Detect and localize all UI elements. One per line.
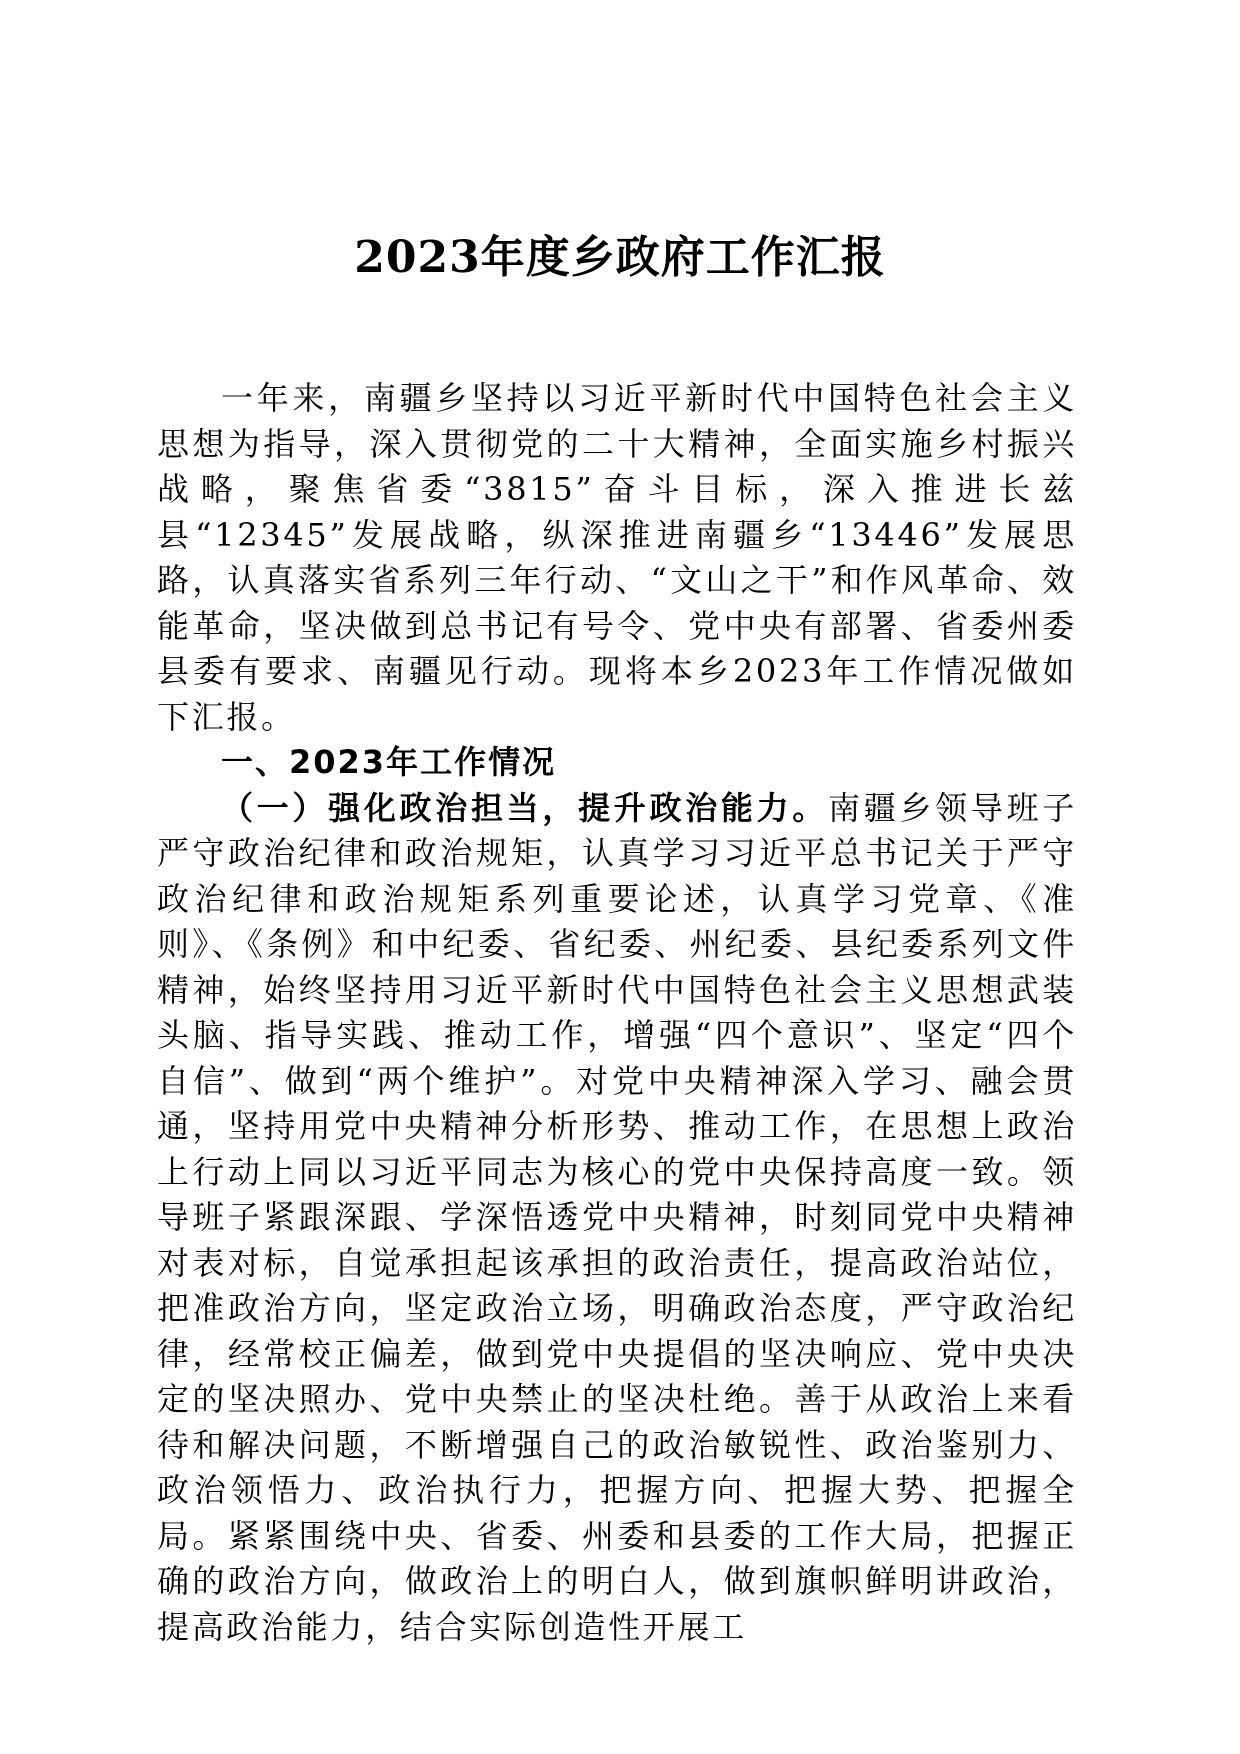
section-heading: 一、2023年工作情况 <box>221 743 557 781</box>
intro-paragraph: 一年来，南疆乡坚持以习近平新时代中国特色社会主义思想为指导，深入贯彻党的二十大精神，全面实施乡村振兴战略，聚焦省委“3815”奋斗目标，深入推进长兹县“12345”发展战略，纵深推进南疆乡“13446”发展思路，认真落实省系列三年行动、“文山之干”和作风革命、效能革命，坚决做到总书记有号令、党中央有部署、省委州委县委有要求、南疆见行动。现将本乡2023年工作情况做如下汇报。 <box>157 379 1077 736</box>
subsection-paragraph <box>157 786 1077 1651</box>
document-title: 2023年度乡政府工作汇报 <box>354 232 886 283</box>
subsection-lead: （一）强化政治担当，提升政治能力。 <box>221 788 829 827</box>
subsection-body: 南疆乡领导班子严守政治纪律和政治规矩，认真学习习近平总书记关于严守政治纪律和政治规矩系列重要论述，认真学习党章、《准则》、《条例》和中纪委、省纪委、州纪委、县纪委系列文件精神，始终坚持用习近平新时代中国特色社会主义思想武装头脑、指导实践、推动工作，增强“四个意识”、坚定“四个自信”、做到“两个维护”。对党中央精神深入学习、融会贯通，坚持用党中央精神分析形势、推动工作，在思想上政治上行动上同以习近平同志为核心的党中央保持高度一致。领导班子紧跟深跟、学深悟透党中央精神，时刻同党中央精神对表对标，自觉承担起该承担的政治责任，提高政治站位，把准政治方向，坚定政治立场，明确政治态度，严守政治纪律，经常校正偏差，做到党中央提倡的坚决响应、党中央决定的坚决照办、党中央禁止的坚决杜绝。善于从政治上来看待和解决问题，不断增强自己的政治敏锐性、政治鉴别力、政治领悟力、政治执行力，把握方向、把握大势、把握全局。紧紧围绕中央、省委、州委和县委的工作大局，把握正确的政治方向，做政治上的明白人，做到旗帜鲜明讲政治，提高政治能力，结合实际创造性开展工 <box>157 788 1077 1646</box>
document-body <box>157 376 1077 1650</box>
